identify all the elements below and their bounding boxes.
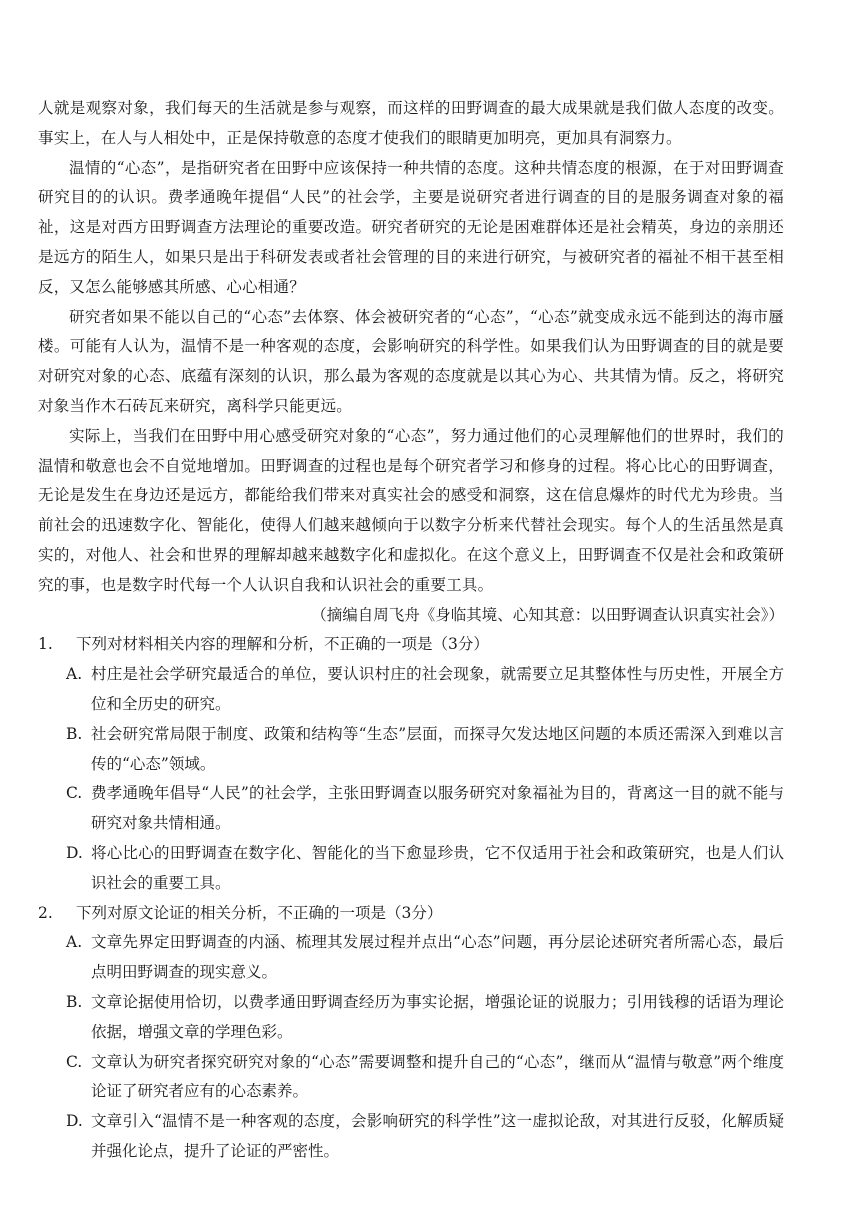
option-text: 村庄是社会学研究最适合的单位，要认识村庄的社会现象，就需要立足其整体性与历史性，开展全方位和全历史的研究。 bbox=[91, 665, 784, 713]
option-text: 文章引入“温情不是一种客观的态度，会影响研究的科学性”这一虚拟论敌，对其进行反驳，化解质疑并强化论点，提升了论证的严密性。 bbox=[91, 1112, 784, 1160]
question-number: 2. bbox=[38, 903, 53, 922]
question-stem bbox=[38, 630, 784, 660]
question-stem bbox=[38, 899, 784, 929]
option-letter: B. bbox=[66, 992, 83, 1011]
option-letter: A. bbox=[66, 665, 83, 684]
option-a bbox=[66, 660, 784, 720]
option-letter: B. bbox=[66, 724, 83, 743]
option-text: 将心比心的田野调查在数字化、智能化的当下愈显珍贵，它不仅适用于社会和政策研究，也是人们认识社会的重要工具。 bbox=[91, 843, 784, 892]
option-d bbox=[66, 1107, 784, 1167]
question-text: 下列对材料相关内容的理解和分析，不正确的一项是（3分） bbox=[76, 635, 489, 654]
passage-source: （摘编自周飞舟《身临其境、心知其意：以田野调查认识真实社会》） bbox=[311, 605, 784, 624]
option-text: 文章先界定田野调查的内涵、梳理其发展过程并点出“心态”问题，再分层论述研究者所需心态，最后点明田野调查的现实意义。 bbox=[91, 933, 784, 982]
option-letter: C. bbox=[66, 1052, 83, 1071]
option-letter: D. bbox=[66, 843, 83, 862]
option-text: 社会研究常局限于制度、政策和结构等“生态”层面，而探寻欠发达地区问题的本质还需深入到难以言传的“心态”领域。 bbox=[91, 724, 784, 773]
passage-paragraph-3: 研究者如果不能以自己的“心态”去体察、体会被研究者的“心态”，“心态”就变成永远不能到达的海市蜃楼。可能有人认为，温情不是一种客观的态度，会影响研究的科学性。如果我们认为田野调查的目的就是要对研究对象的心态、底蕴有深刻的认识，那么最为客观的态度就是以其心为心、共其情为情。反之，将研究对象当作木石砖瓦来研究，离科学只能更远。 bbox=[38, 307, 784, 415]
option-a bbox=[66, 928, 784, 988]
passage-paragraph-1: 人就是观察对象，我们每天的生活就是参与观察，而这样的田野调查的最大成果就是我们做人态度的改变。事实上，在人与人相处中，正是保持敬意的态度才使我们的眼睛更加明亮，更加具有洞察力。 bbox=[38, 99, 784, 147]
option-c bbox=[66, 779, 784, 839]
option-text: 文章认为研究者探究研究对象的“心态”需要调整和提升自己的“心态”，继而从“温情与敬意”两个维度论证了研究者应有的心态素养。 bbox=[91, 1052, 784, 1101]
option-letter: A. bbox=[66, 933, 83, 952]
reading-passage bbox=[38, 94, 784, 630]
option-text: 费孝通晚年倡导“人民”的社会学，主张田野调查以服务研究对象福祉为目的，背离这一目的就不能与研究对象共情相通。 bbox=[91, 784, 784, 833]
option-d bbox=[66, 839, 784, 899]
option-letter: D. bbox=[66, 1112, 83, 1131]
question-number: 1. bbox=[38, 635, 53, 654]
passage-paragraph-2: 温情的“心态”，是指研究者在田野中应该保持一种共情的态度。这种共情态度的根源，在于对田野调查研究目的的认识。费孝通晚年提倡“人民”的社会学，主要是说研究者进行调查的目的是服务调查对象的福祉，这是对西方田野调查方法理论的重要改造。研究者研究的无论是困难群体还是社会精英，身边的亲朋还是远方的陌生人，如果只是出于科研发表或者社会管理的目的来进行研究，与被研究者的福祉不相干甚至相反，又怎么能够感其所感、心心相通？ bbox=[38, 158, 784, 296]
option-list bbox=[38, 928, 784, 1166]
option-b bbox=[66, 988, 784, 1048]
question-2 bbox=[38, 899, 784, 1167]
question-1 bbox=[38, 630, 784, 898]
option-c bbox=[66, 1048, 784, 1108]
option-b bbox=[66, 720, 784, 780]
option-list bbox=[38, 660, 784, 898]
option-letter: C. bbox=[66, 784, 83, 803]
question-text: 下列对原文论证的相关分析，不正确的一项是（3分） bbox=[76, 903, 443, 922]
option-text: 文章论据使用恰切，以费孝通田野调查经历为事实论据，增强论证的说服力；引用钱穆的话语为理论依据，增强文章的学理色彩。 bbox=[91, 992, 784, 1041]
passage-paragraph-4: 实际上，当我们在田野中用心感受研究对象的“心态”，努力通过他们的心灵理解他们的世界时，我们的温情和敬意也会不自觉地增加。田野调查的过程也是每个研究者学习和修身的过程。将心比心的田野调查，无论是发生在身边还是远方，都能给我们带来对真实社会的感受和洞察，这在信息爆炸的时代尤为珍贵。当前社会的迅速数字化、智能化，使得人们越来越倾向于以数字分析来代替社会现实。每个人的生活虽然是真实的，对他人、社会和世界的理解却越来越数字化和虚拟化。在这个意义上，田野调查不仅是社会和政策研究的事，也是数字时代每一个人认识自我和认识社会的重要工具。 bbox=[38, 426, 784, 594]
